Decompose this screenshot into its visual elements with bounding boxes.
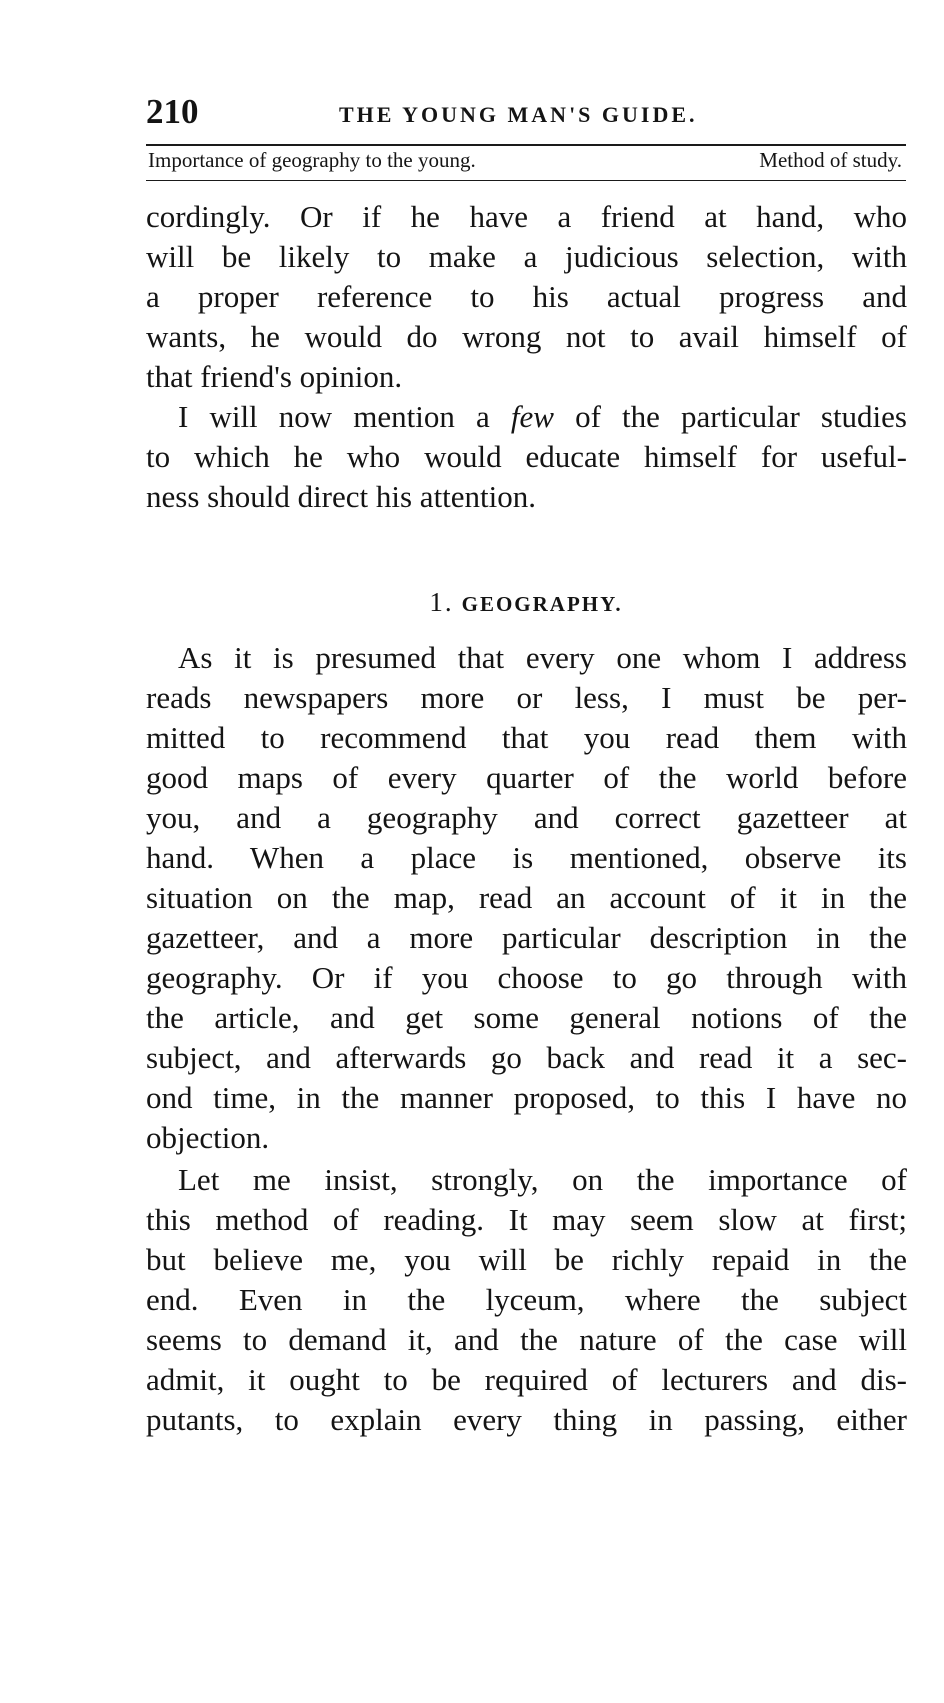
subheading-topic: Importance of geography to the young. (148, 148, 476, 172)
text-line: wants, he would do wrong not to avail himself of (146, 319, 907, 354)
text-run: I will now mention a (178, 399, 511, 434)
subheading-method: Method of study. (759, 148, 902, 172)
text-line: this method of reading. It may seem slow at first; (146, 1202, 907, 1237)
emphasis-few: few (510, 399, 554, 434)
text-line: will be likely to make a judicious selection, with (146, 239, 907, 274)
page-number: 210 (146, 92, 199, 131)
text-line: seems to demand it, and the nature of the case will (146, 1322, 907, 1357)
text-line: mitted to recommend that you read them with (146, 720, 907, 755)
text-line: As it is presumed that every one whom I address (178, 640, 907, 675)
book-title: THE YOUNG MAN'S GUIDE. (339, 102, 698, 127)
subheading (146, 148, 906, 178)
text-line: you, and a geography and correct gazetteer at (146, 800, 907, 835)
text-line: to which he who would educate himself for useful- (146, 439, 907, 474)
text-line: a proper reference to his actual progress and (146, 279, 907, 314)
section-heading (146, 587, 906, 618)
text-line: hand. When a place is mentioned, observe its (146, 840, 907, 875)
header-rule-bottom (146, 180, 906, 181)
text-line (146, 397, 907, 437)
text-line: admit, it ought to be required of lecturers and dis- (146, 1362, 907, 1397)
section-title: GEOGRAPHY. (461, 592, 623, 616)
text-line: objection. (146, 1120, 270, 1155)
text-run: of the particular studies (553, 399, 907, 434)
text-line: the article, and get some general notions of the (146, 1000, 907, 1035)
text-line: Let me insist, strongly, on the importance of (178, 1162, 907, 1197)
text-line: that friend's opinion. (146, 359, 403, 394)
header-rule-top (146, 144, 906, 146)
running-head (146, 92, 906, 140)
text-line: cordingly. Or if he have a friend at hand, who (146, 199, 907, 234)
text-line: gazetteer, and a more particular description in the (146, 920, 907, 955)
section-number: 1. (429, 587, 454, 617)
text-line: putants, to explain every thing in passing, either (146, 1402, 907, 1437)
text-line: good maps of every quarter of the world before (146, 760, 907, 795)
text-line: ness should direct his attention. (146, 479, 537, 514)
text-line: geography. Or if you choose to go through with (146, 960, 907, 995)
text-line: end. Even in the lyceum, where the subject (146, 1282, 907, 1317)
text-line: but believe me, you will be richly repaid in the (146, 1242, 907, 1277)
text-line: situation on the map, read an account of it in the (146, 880, 907, 915)
text-line: subject, and afterwards go back and read it a sec- (146, 1040, 907, 1075)
text-line: ond time, in the manner proposed, to this I have no (146, 1080, 907, 1115)
text-line: reads newspapers more or less, I must be per- (146, 680, 907, 715)
